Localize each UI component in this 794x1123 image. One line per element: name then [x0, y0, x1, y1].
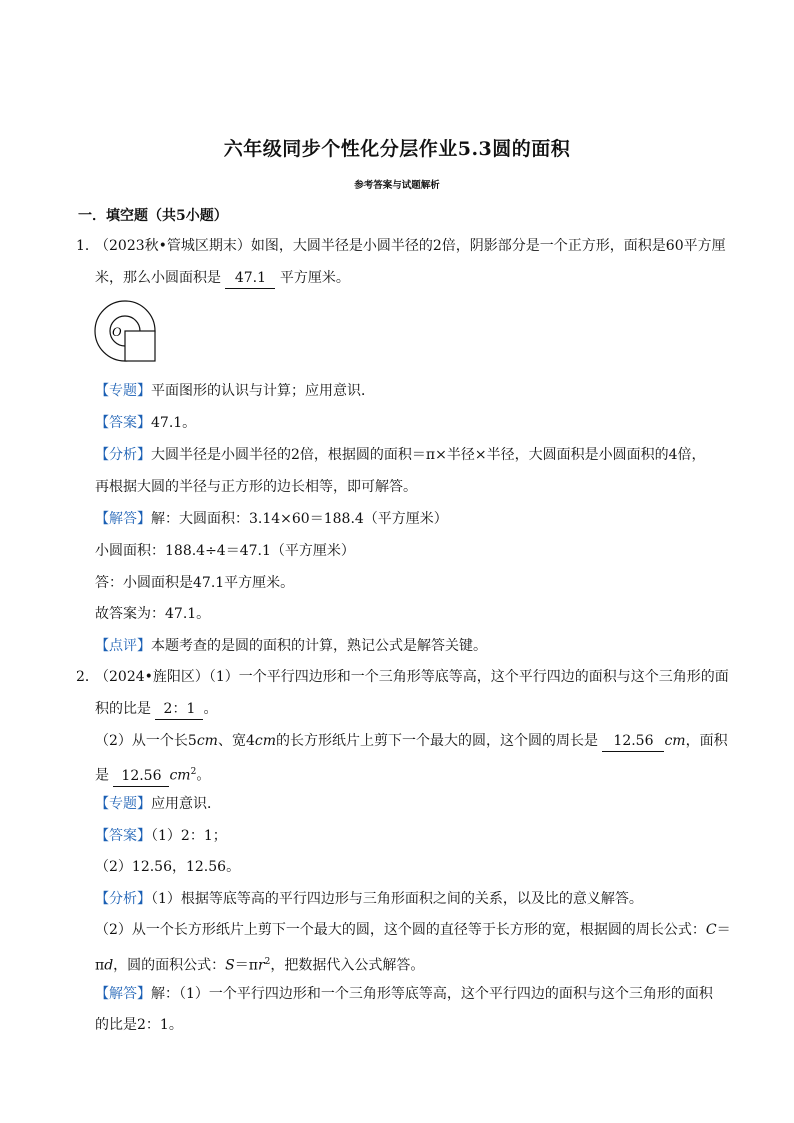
q1-text-post: 平方厘米。 [279, 270, 350, 286]
q2-text-post: 。 [203, 701, 218, 717]
q2-fenxi2-a: （2）从一个长方形纸片上剪下一个最大的圆，这个圆的直径等于长方形的宽，根据圆的周长公式： [95, 922, 706, 938]
daan-text-2: （1）2：1； [151, 828, 227, 844]
tag-fenxi: 【分析】 [95, 447, 151, 463]
dianping-text: 本题考查的是圆的面积的计算，熟记公式是解答关键。 [151, 638, 487, 654]
q1-fenxi-1 [95, 445, 705, 465]
daan-text: 47.1。 [151, 415, 197, 431]
jieda-text-2: 解：（1）一个平行四边形和一个三角形等底等高，这个平行四边的面积与这个三角形的面积 [151, 986, 713, 1002]
q1-jieda-2: 小圆面积：188.4÷4＝47.1（平方厘米） [95, 543, 355, 559]
q2-fenxi-1 [95, 889, 643, 909]
q2-fenxi3-a: ，圆的面积公式： [113, 957, 226, 974]
q1-fenxi-2: 再根据大圆的半径与正方形的边长相等，即可解答。 [95, 479, 417, 495]
question-1-number: 1． [76, 238, 99, 254]
tag-jieda-2: 【解答】 [95, 986, 151, 1002]
q2-fenxi3-pi: π [95, 957, 105, 974]
tag-zhuanti-2: 【专题】 [95, 796, 151, 812]
q2-fenxi3-r: r [257, 957, 265, 974]
q2-line3-b: 、宽4 [217, 733, 255, 749]
square-shape [125, 331, 155, 361]
q2-line4-pre: 是 [95, 767, 109, 784]
question-2-line3 [95, 731, 728, 752]
q2-blank-1: 2：1 [155, 699, 203, 720]
q2-line4-post: 。 [196, 767, 211, 784]
q2-fenxi3-sup: 2 [264, 957, 271, 967]
q2-unit-cm-4: cm [169, 767, 191, 784]
q1-jieda-4: 故答案为：47.1。 [95, 606, 211, 622]
tag-jieda: 【解答】 [95, 511, 151, 527]
q1-jieda-1 [95, 509, 448, 529]
tag-fenxi-2: 【分析】 [95, 891, 151, 907]
q1-text-pre: 米，那么小圆面积是 [95, 270, 221, 286]
zhuanti-text: 平面图形的认识与计算；应用意识． [151, 383, 375, 399]
q2-jieda-1 [95, 984, 713, 1004]
q1-answer-blank: 47.1 [225, 268, 275, 289]
fenxi-text-2: （1）根据等底等高的平行四边形与三角形面积之间的关系，以及比的意义解答。 [151, 891, 643, 907]
q1-zhuanti [95, 381, 375, 401]
q2-unit-cm-3: cm [664, 733, 686, 749]
question-2-line2 [95, 699, 217, 720]
q1-daan [95, 413, 196, 433]
q2-fenxi2-eq: ＝ [716, 922, 731, 938]
q2-fenxi-3 [95, 952, 424, 976]
q2-daan-2: （2）12.56，12.56。 [95, 859, 241, 875]
question-2-line1: （2024•旌阳区）（1）一个平行四边形和一个三角形等底等高，这个平行四边的面积与这个三角形的面 [95, 669, 729, 685]
circle-square-figure [94, 299, 158, 365]
question-1-line1: （2023秋•管城区期末）如图，大圆半径是小圆半径的2倍，阴影部分是一个正方形，面积是60平方厘 [95, 238, 726, 254]
question-1-line2 [95, 268, 350, 289]
tag-dianping: 【点评】 [95, 638, 151, 654]
q2-fenxi-2 [95, 920, 731, 940]
q2-fenxi3-eq: ＝π [234, 957, 258, 974]
q2-sup-2: 2 [190, 767, 197, 777]
q2-blank-2: 12.56 [602, 731, 664, 752]
page-subtitle: 参考答案与试题解析 [354, 180, 440, 191]
q2-daan-1 [95, 826, 227, 846]
q2-fenxi3-d: d [104, 957, 114, 974]
q2-line3-c: 的长方形纸片上剪下一个最大的圆，这个圆的周长是 [276, 733, 598, 749]
q2-unit-cm-2: cm [254, 733, 276, 749]
section-heading: 一．填空题（共5小题） [78, 208, 228, 224]
page-title: 六年级同步个性化分层作业5.3圆的面积 [223, 138, 571, 160]
q2-line3-a: （2）从一个长5 [95, 733, 197, 749]
tag-zhuanti: 【专题】 [95, 383, 151, 399]
question-2-number: 2． [76, 669, 99, 685]
jieda-text: 解：大圆面积：3.14×60＝188.4（平方厘米） [151, 511, 448, 527]
q2-jieda-2: 的比是2：1。 [95, 1017, 183, 1033]
q2-fenxi3-b: ，把数据代入公式解答。 [270, 957, 425, 974]
q2-zhuanti [95, 794, 221, 814]
tag-daan: 【答案】 [95, 415, 151, 431]
q2-fenxi3-s: S [225, 957, 235, 974]
fenxi-text: 大圆半径是小圆半径的2倍，根据圆的面积＝π×半径×半径，大圆面积是小圆面积的4倍， [151, 447, 706, 463]
tag-daan-2: 【答案】 [95, 828, 151, 844]
q1-dianping [95, 636, 487, 656]
question-2-line4 [95, 762, 210, 787]
figure-label-o: O [112, 324, 122, 339]
q2-fenxi2-c: C [705, 922, 717, 938]
q2-blank-3: 12.56 [113, 766, 169, 787]
q1-jieda-3: 答：小圆面积是47.1平方厘米。 [95, 575, 295, 591]
zhuanti-text-2: 应用意识． [151, 796, 221, 812]
q2-line3-d: ，面积 [685, 733, 728, 749]
q2-unit-cm-1: cm [196, 733, 218, 749]
q2-text-pre: 积的比是 [95, 701, 151, 717]
